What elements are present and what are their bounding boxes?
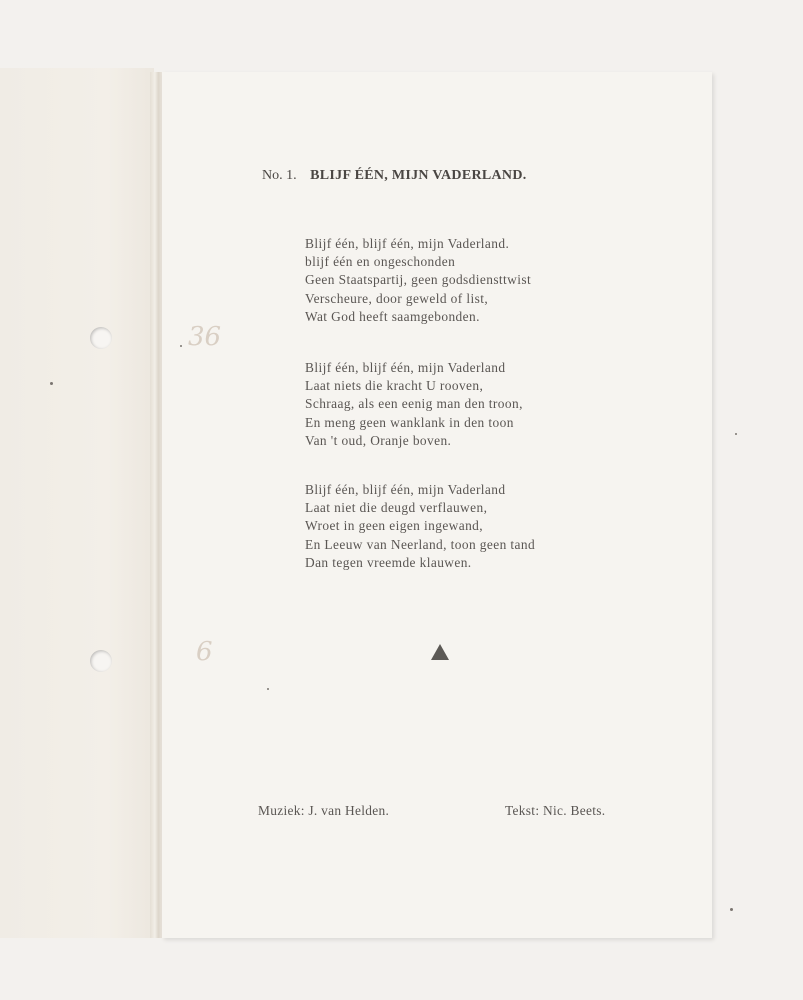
verse-line: blijf één en ongeschonden <box>305 254 456 270</box>
verse-line: Blijf één, blijf één, mijn Vaderland <box>305 482 506 497</box>
punch-hole-top <box>90 327 112 349</box>
paper-speck <box>730 908 733 911</box>
punch-hole-bottom <box>90 650 112 672</box>
paper-speck <box>735 433 737 435</box>
song-name: BLIJF ÉÉN, MIJN VADERLAND. <box>310 168 527 183</box>
verse-line: Verscheure, door geweld of list, <box>305 290 489 306</box>
verse-line: Laat niet die deugd verflauwen, <box>305 500 488 516</box>
verse-line: Laat niets die kracht U rooven, <box>305 378 484 394</box>
triangle-ornament-icon <box>431 644 449 660</box>
song-title <box>262 168 527 184</box>
verse-line: En Leeuw van Neerland, toon geen tand <box>305 536 536 552</box>
pencil-mark-36: 36 <box>188 322 222 352</box>
verse-line: Wat God heeft saamgebonden. <box>305 308 480 324</box>
paper-speck <box>50 382 53 385</box>
verse-line: Wroet in geen eigen ingewand, <box>305 518 484 534</box>
music-credit: Muziek: J. van Helden. <box>258 803 390 818</box>
verse-line: En meng geen wanklank in den toon <box>305 414 514 430</box>
text-credit: Tekst: Nic. Beets. <box>505 803 606 818</box>
stanza-1 <box>305 235 531 326</box>
paper-speck <box>180 345 182 347</box>
verse-line: Schraag, als een eenig man den troon, <box>305 396 523 412</box>
verse-line: Blijf één, blijf één, mijn Vaderland <box>305 360 506 375</box>
song-number: No. 1. <box>262 168 297 183</box>
verse-line: Dan tegen vreemde klauwen. <box>305 554 472 570</box>
stanza-2 <box>305 359 523 450</box>
left-page <box>0 68 154 938</box>
verse-line: Van 't oud, Oranje boven. <box>305 432 452 448</box>
pencil-mark-6: 6 <box>196 637 213 667</box>
verse-line: Blijf één, blijf één, mijn Vaderland. <box>305 236 510 251</box>
paper-speck <box>267 688 269 690</box>
stanza-3 <box>305 481 535 572</box>
verse-line: Geen Staatspartij, geen godsdiensttwist <box>305 272 532 288</box>
